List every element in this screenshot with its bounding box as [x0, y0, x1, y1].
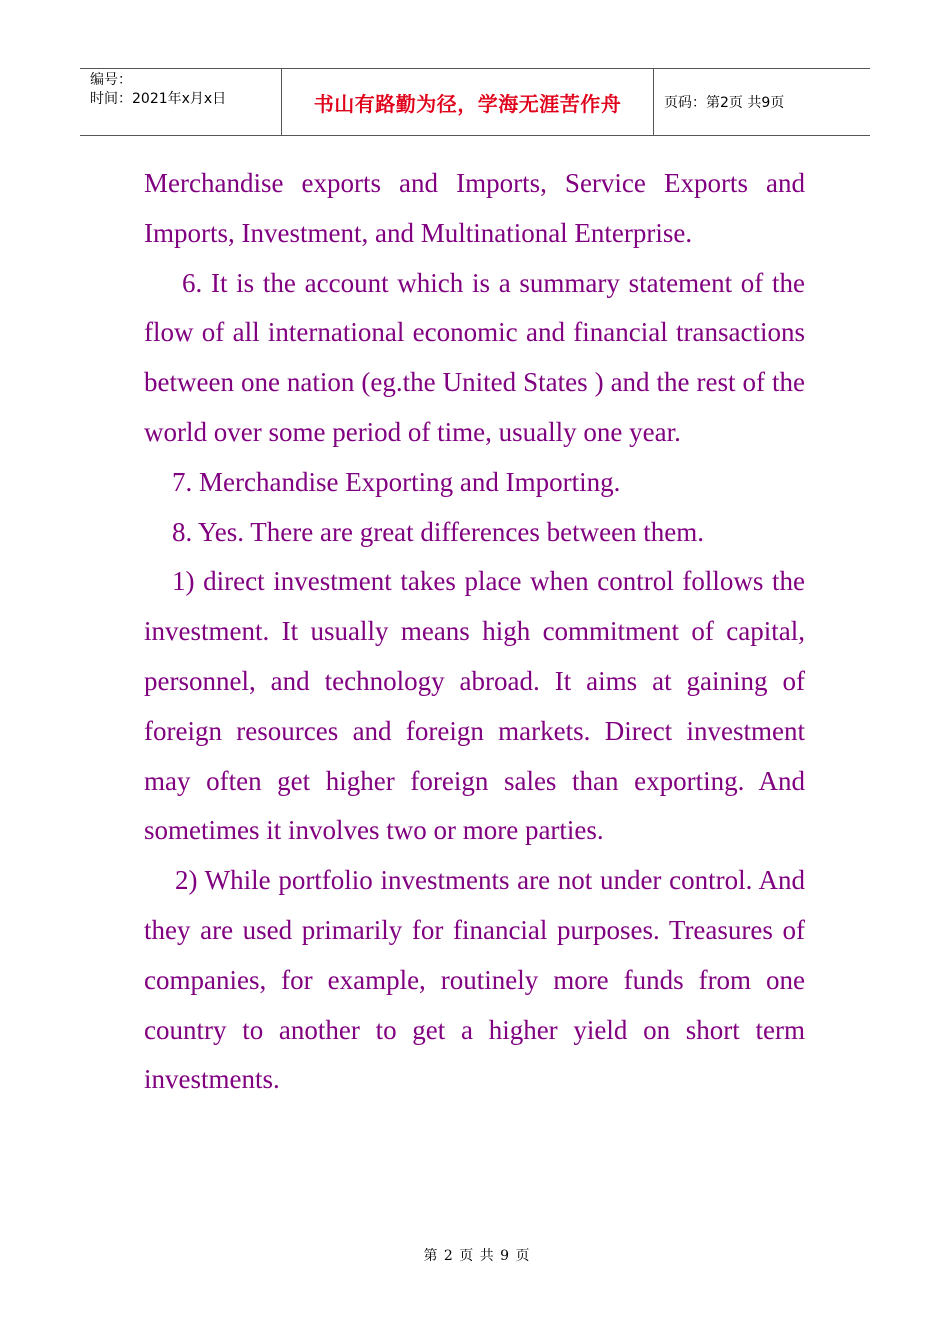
paragraph: 2) While portfolio investments are not under control. And they are used primarily for financial purposes. Treasures of companies, for example, routinely more funds from one country to another to get a higher yield on short term investments. [144, 865, 805, 1095]
header-motto-cell [281, 69, 654, 135]
page-header [80, 68, 870, 136]
paragraph: 6. It is the account which is a summary statement of the flow of all international economic and financial transactions between one nation (eg.the United States ) and the rest of the world over some period of time, usually one year. [144, 267, 805, 447]
paragraph: 1) direct investment takes place when control follows the investment. It usually means high commitment of capital, personnel, and technology abroad. It aims at gaining of foreign resources and foreign markets. Direct investment may often get higher foreign sales than exporting. And sometimes it involves two or more parties. [144, 566, 805, 846]
paragraph: 7. Merchandise Exporting and Importing. [172, 466, 621, 497]
document-number-label: 编号： [90, 72, 132, 88]
paragraph: 8. Yes. There are great differences between them. [172, 516, 705, 547]
header-page-info-cell [654, 69, 870, 135]
header-meta [80, 69, 281, 135]
header-page-info: 页码：第2页 共9页 [664, 95, 785, 111]
page-footer: 第 2 页 共 9 页 [423, 1248, 531, 1264]
header-motto: 书山有路勤为径，学海无涯苦作舟 [313, 91, 622, 116]
document-date: 时间：2021年x月x日 [90, 91, 227, 107]
document-body [144, 159, 805, 1105]
paragraph: Merchandise exports and Imports, Service Exports and Imports, Investment, and Multinational Enterprise. [144, 168, 805, 248]
